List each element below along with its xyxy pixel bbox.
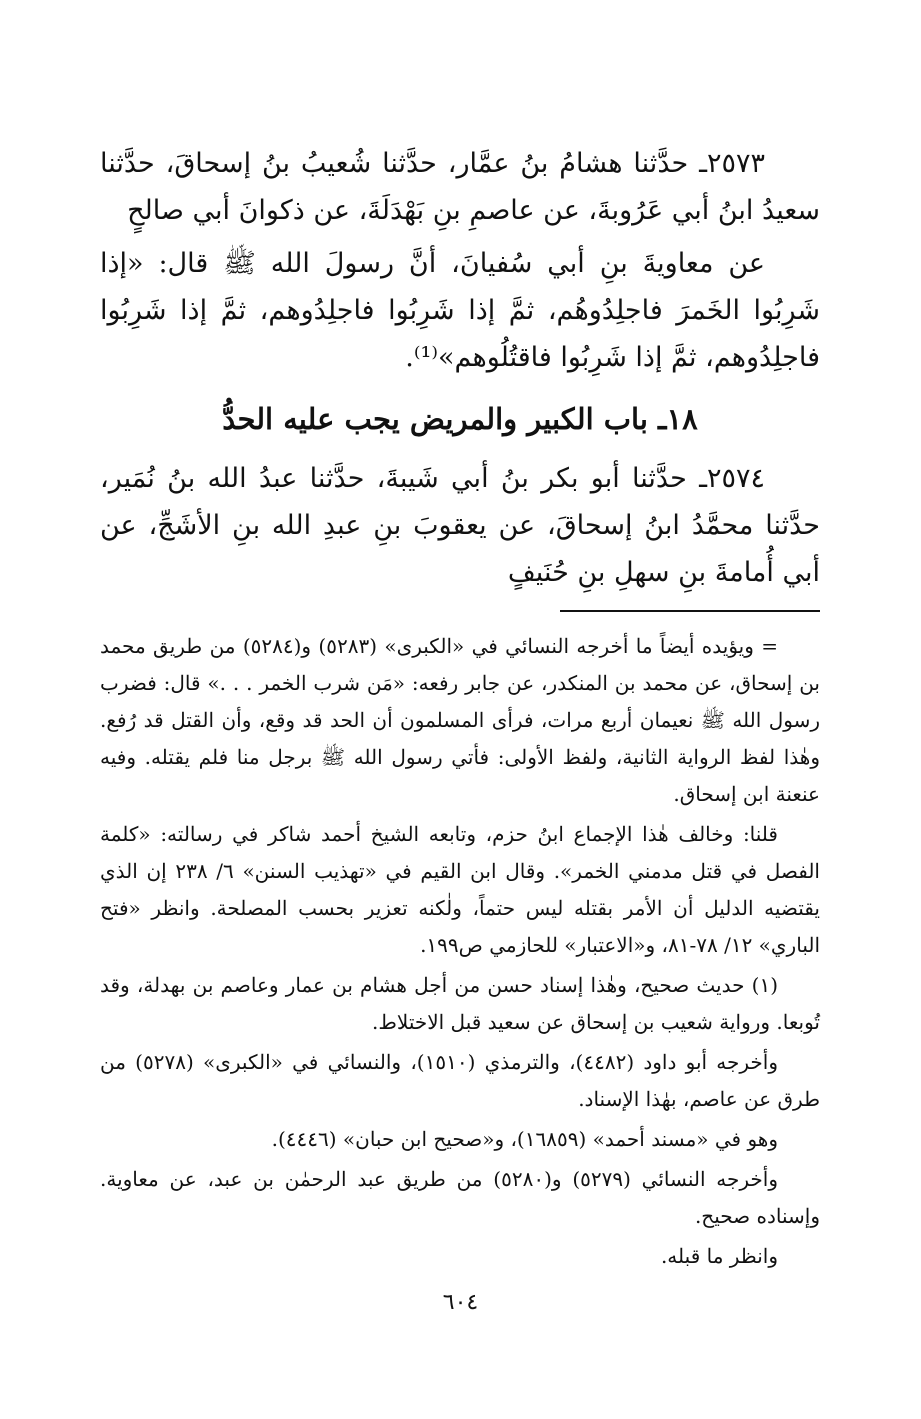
footnote-1-paragraph-3: وهو في «مسند أحمد» (١٦٨٥٩)، و«صحيح ابن حبان» (٤٤٤٦). [271,1127,778,1151]
footnote-continuation-2: قلنا: وخالف هٰذا الإجماع ابنُ حزم، وتابعه الشيخ أحمد شاكر في رسالته: «كلمة الفصل في قتل مدمني الخمر». وقال ابن القيم في «تهذيب السنن» ٦/ ٢٣٨ إن الذي يقتضيه الدليل أن الأمر بقتله ليس حتماً، ولٰكنه تعزير بحسب المصلحة. وانظر «فتح الباري» ١٢/ ٧٨-٨١، و«الاعتبار» للحازمي ص١٩٩. [100,822,820,957]
footnotes [100,628,820,1275]
footnote-1-paragraph-5: وانظر ما قبله. [660,1244,778,1268]
page-content [100,140,820,1275]
footnote-1-paragraph-4: وأخرجه النسائي (٥٢٧٩) و(٥٢٨٠) من طريق عبد الرحمٰن بن عبد، عن معاوية. وإسناده صحيح. [100,1167,820,1228]
page-number: ٦٠٤ [442,1290,479,1315]
hadith-2573-matn: عن معاويةَ بنِ أبي سُفيانَ، أنَّ رسولَ الله ﷺ قال: «إذا شَرِبُوا الخَمرَ فاجلِدُوهُم، ثمَّ إذا شَرِبُوا فاجلِدُوهم، ثمَّ إذا شَرِبُوا فاجلِدُوهم، ثمَّ إذا شَرِبُوا فاقتُلُوهم»⁽¹⁾. [100,248,820,373]
main-text [100,140,820,596]
footnote-separator [560,610,820,612]
footnote-continuation-1: = ويؤيده أيضاً ما أخرجه النسائي في «الكبرى» (٥٢٨٣) و(٥٢٨٤) من طريق محمد بن إسحاق، عن محمد بن المنكدر، عن جابر رفعه: «مَن شرب الخمر . . .» قال: فضرب رسول الله ﷺ نعيمان أربع مرات، فرأى المسلمون أن الحد قد وقع، وأن القتل قد رُفع. وهٰذا لفظ الرواية الثانية، ولفظ الأولى: فأتي رسول الله ﷺ برجل منا فلم يقتله. وفيه عنعنة ابن إسحاق. [100,634,820,806]
hadith-2573-isnad: ٢٥٧٣ـ حدَّثنا هشامُ بنُ عمَّار، حدَّثنا شُعيبُ بنُ إسحاقَ، حدَّثنا سعيدُ ابنُ أبي عَرُوبةَ، عن عاصمِ بنِ بَهْدَلَةَ، عن ذكوانَ أبي صالحٍ [100,148,820,226]
footnote-1-paragraph-2: وأخرجه أبو داود (٤٤٨٢)، والترمذي (١٥١٠)، والنسائي في «الكبرى» (٥٢٧٨) من طرق عن عاصم، بهٰذا الإسناد. [100,1050,820,1111]
hadith-2574-isnad: ٢٥٧٤ـ حدَّثنا أبو بكر بنُ أبي شَيبةَ، حدَّثنا عبدُ الله بنُ نُمَير، حدَّثنا محمَّدُ ابنُ إسحاقَ، عن يعقوبَ بنِ عبدِ الله بنِ الأشَجِّ، عن أبي أُمامةَ بنِ سهلِ بنِ حُنَيفٍ [100,463,820,588]
footnote-1-paragraph-1: (١) حديث صحيح، وهٰذا إسناد حسن من أجل هشام بن عمار وعاصم بن بهدلة، وقد تُوبعا. ورواية شعيب بن إسحاق عن سعيد قبل الاختلاط. [100,973,820,1034]
chapter-heading: ١٨ـ باب الكبير والمريض يجب عليه الحدُّ [222,402,698,436]
